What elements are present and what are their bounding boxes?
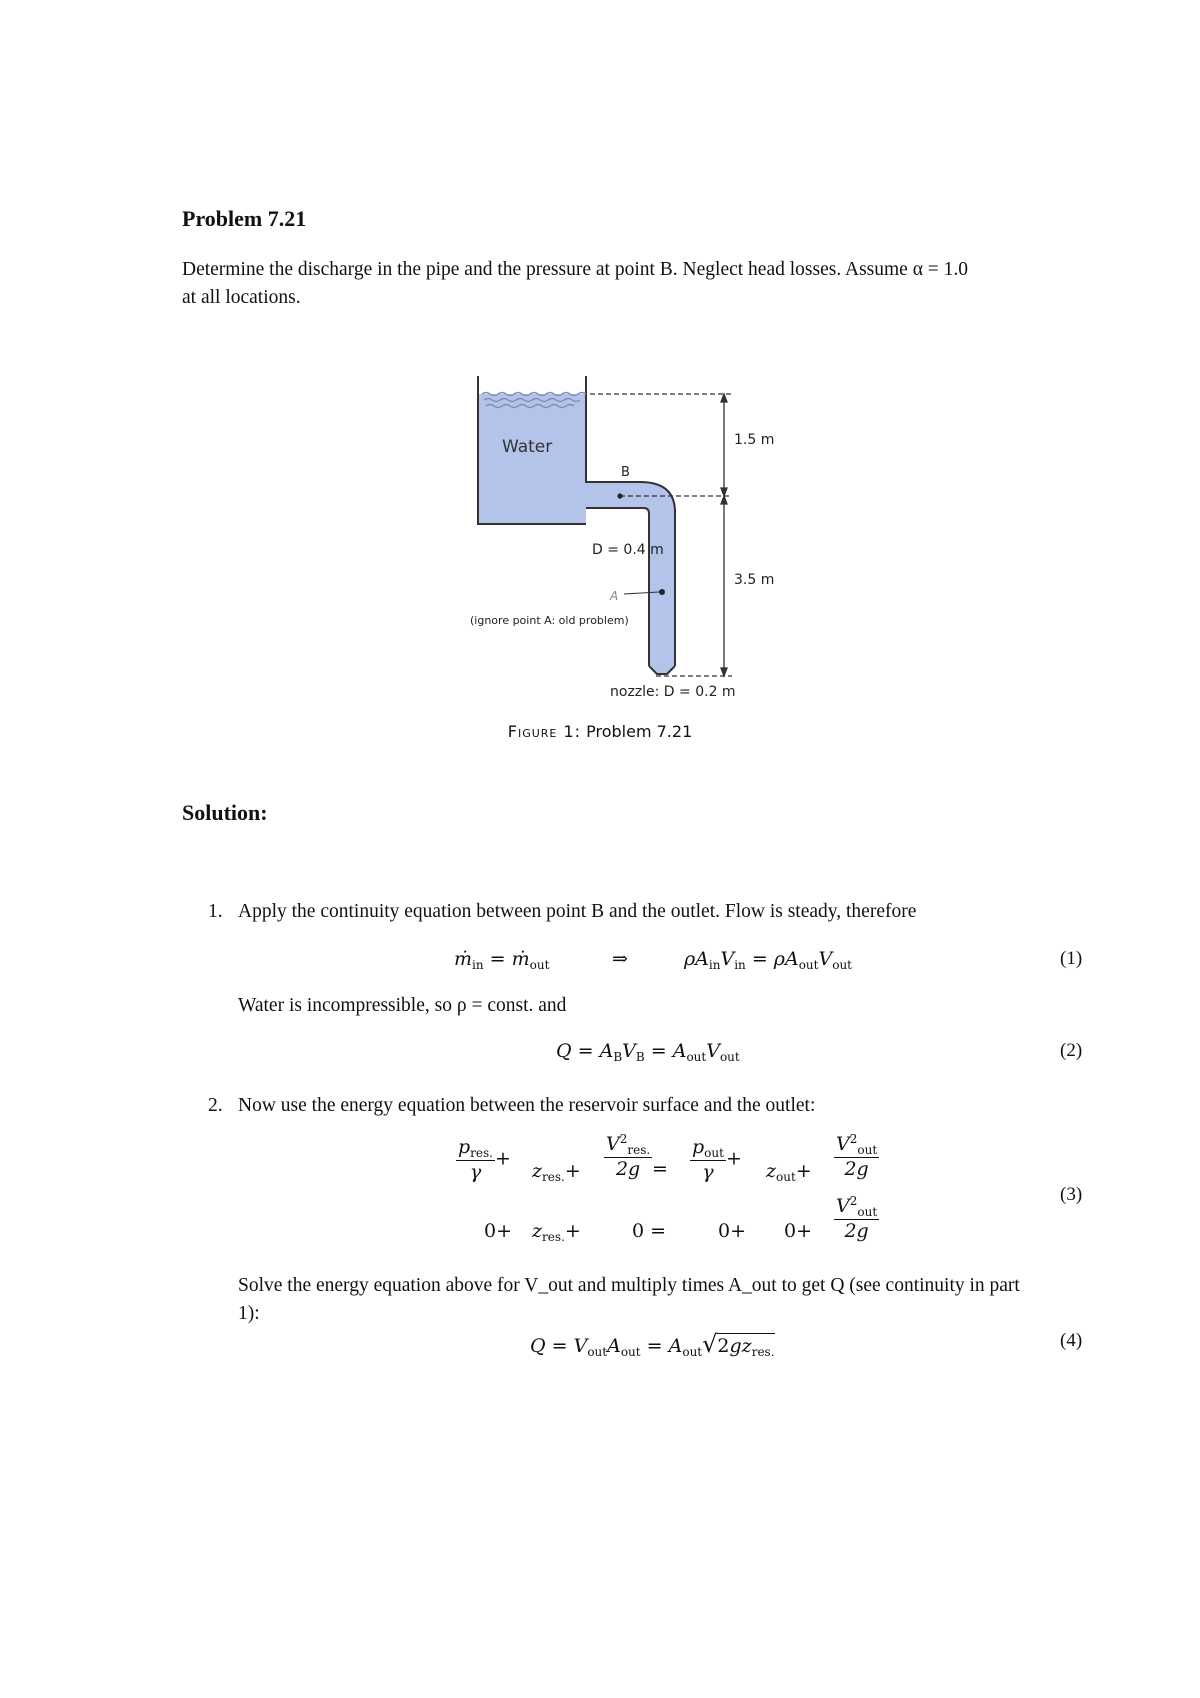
step-1-text: Apply the continuity equation between point B and the outlet. Flow is steady, therefore — [238, 901, 917, 922]
water-label: Water — [502, 437, 553, 457]
eq3-z-res: $z_{res.}+$ — [532, 1160, 581, 1184]
equation-2: $Q = A_BV_B = A_{out}V_{out}$ — [556, 1040, 740, 1064]
step-2-after-line2-text: 1): — [238, 1303, 260, 1324]
equation-1-implies: ⇒ — [612, 948, 628, 970]
equation-2-number: (2) — [1060, 1040, 1083, 1061]
figure-caption — [0, 722, 1200, 741]
pipe-lower-wall — [586, 508, 649, 666]
eq3-row2-zero-3: 0+ — [718, 1220, 747, 1242]
step-1-number: 1. — [208, 901, 223, 922]
height-bottom-label: 3.5 m — [734, 572, 775, 588]
eq3-p-out: $\frac{p_{out}}{\gamma}$ + — [692, 1136, 742, 1183]
water-fill — [478, 394, 675, 674]
point-b-label: B — [621, 465, 630, 480]
eq3-row2-zero-2: 0 = — [632, 1220, 667, 1242]
height-top-label: 1.5 m — [734, 432, 775, 448]
equation-4-number: (4) — [1060, 1330, 1083, 1351]
figure-caption-prefix: Figure 1: — [507, 722, 582, 741]
equation-4: $Q = V_{out}A_{out} = A_{out}√2gz_{res.}$ — [530, 1330, 775, 1359]
point-a-dot — [659, 589, 665, 595]
problem-title: Problem 7.21 — [182, 206, 307, 231]
dimension-upper — [721, 394, 727, 496]
step-2-after-text: Solve the energy equation above for V_out and multiply times A_out to get Q (see continuity in part — [238, 1275, 1020, 1296]
problem-statement-line2: at all locations. — [182, 287, 301, 308]
eq3-equals-1: = — [652, 1158, 668, 1180]
step-2-text: Now use the energy equation between the reservoir surface and the outlet: — [238, 1095, 816, 1116]
point-b-dot — [617, 493, 622, 498]
eq3-row2-zero-4: 0+ — [784, 1220, 813, 1242]
equation-1-right: $\rho A_{in}V_{in} = \rho A_{out}V_{out}$ — [684, 948, 852, 972]
equation-1-number: (1) — [1060, 948, 1083, 969]
step-2-number: 2. — [208, 1095, 223, 1116]
step-1-between-text: Water is incompressible, so ρ = const. and — [238, 995, 567, 1016]
pipe-diameter-label: D = 0.4 m — [592, 542, 664, 558]
problem-statement-line1: Determine the discharge in the pipe and the pressure at point B. Neglect head losses. Assume α = 1.0 — [182, 259, 969, 280]
eq3-v-res: $\frac{V^2_{res.}}{2g}$ — [606, 1132, 651, 1180]
point-a-label: A — [610, 589, 619, 603]
eq3-v-out: $\frac{V^2_{out}}{2g}$ — [836, 1132, 878, 1180]
problem-statement — [182, 256, 1088, 312]
eq3-z-out: $z_{out}+$ — [766, 1160, 812, 1184]
eq3-row2-v-out: $\frac{V^2_{out}}{2g}$ — [836, 1194, 878, 1242]
equation-1-left: ṁ$_{in}$ = ṁ$_{out}$ — [454, 948, 550, 972]
figure-caption-text: Problem 7.21 — [586, 722, 693, 741]
dimension-lower — [721, 496, 727, 676]
ignore-point-a-note: (ignore point A: old problem) — [470, 614, 629, 627]
solution-heading: Solution: — [182, 800, 268, 825]
eq3-p-res: $\frac{p_{res.}}{\gamma}$ + — [458, 1136, 511, 1183]
equation-3-number: (3) — [1060, 1184, 1083, 1205]
nozzle-label: nozzle: D = 0.2 m — [610, 684, 736, 700]
reservoir-pipe-figure — [470, 372, 800, 702]
eq3-row2-z-res: $z_{res.}+$ — [532, 1220, 581, 1244]
eq3-row2-zero-1: 0+ — [484, 1220, 513, 1242]
